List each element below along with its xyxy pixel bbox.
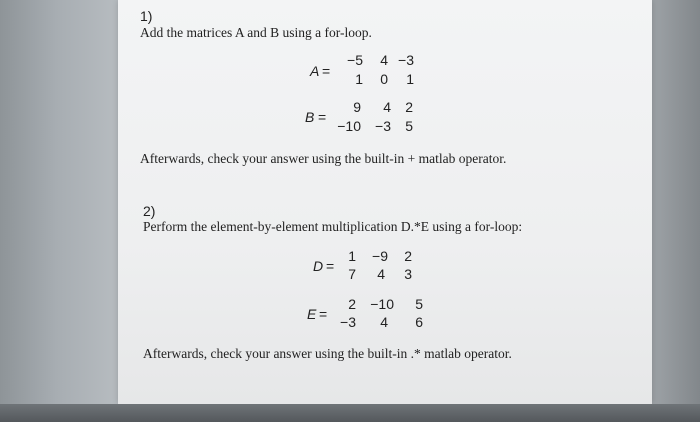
matrix-b-equals: = — [318, 109, 327, 125]
matrix-a-equals: = — [322, 63, 331, 79]
question-1-number: 1) — [140, 8, 153, 24]
matrix-e-cell: 5 — [415, 296, 423, 312]
matrix-b-cell: 2 — [405, 99, 413, 115]
matrix-b-label: B — [305, 109, 315, 125]
matrix-b-cell: −10 — [337, 118, 361, 134]
matrix-e-equals: = — [319, 306, 328, 322]
page-edge-shadow — [0, 404, 700, 422]
matrix-e-cell: −3 — [340, 314, 356, 330]
matrix-a-cell: 1 — [406, 71, 414, 87]
matrix-d-equals: = — [326, 258, 335, 274]
matrix-b-cell: 5 — [405, 118, 413, 134]
matrix-a-cell: 4 — [380, 52, 388, 68]
matrix-e-cell: 2 — [348, 296, 356, 312]
matrix-e-cell: 6 — [415, 314, 423, 330]
matrix-a-cell: 1 — [355, 71, 363, 87]
matrix-b-cell: 9 — [353, 99, 361, 115]
question-1-instruction: Add the matrices A and B using a for-loop. — [140, 25, 372, 40]
matrix-d-cell: 3 — [404, 266, 412, 282]
question-1-followup: Afterwards, check your answer using the built-in + matlab operator. — [140, 151, 507, 166]
matrix-e-label: E — [307, 306, 317, 322]
matrix-a-label: A — [310, 63, 320, 79]
matrix-d-cell: 7 — [348, 266, 356, 282]
matrix-a-cell: 0 — [380, 71, 388, 87]
matrix-d-cell: 1 — [348, 248, 356, 264]
matrix-b-cell: −3 — [375, 118, 391, 134]
question-2-followup: Afterwards, check your answer using the built-in .* matlab operator. — [143, 346, 512, 361]
matrix-d-label: D — [313, 258, 324, 274]
matrix-e-cell: 4 — [380, 314, 388, 330]
matrix-d-cell: 4 — [377, 266, 385, 282]
matrix-a-cell: −5 — [347, 52, 363, 68]
matrix-a-cell: −3 — [398, 52, 414, 68]
matrix-d-cell: 2 — [404, 248, 412, 264]
matrix-e-cell: −10 — [370, 296, 394, 312]
question-2-instruction: Perform the element-by-element multiplication D.*E using a for-loop: — [143, 219, 523, 234]
matrix-b-cell: 4 — [383, 99, 391, 115]
matrix-d-cell: −9 — [372, 248, 388, 264]
question-2-number: 2) — [143, 203, 156, 219]
